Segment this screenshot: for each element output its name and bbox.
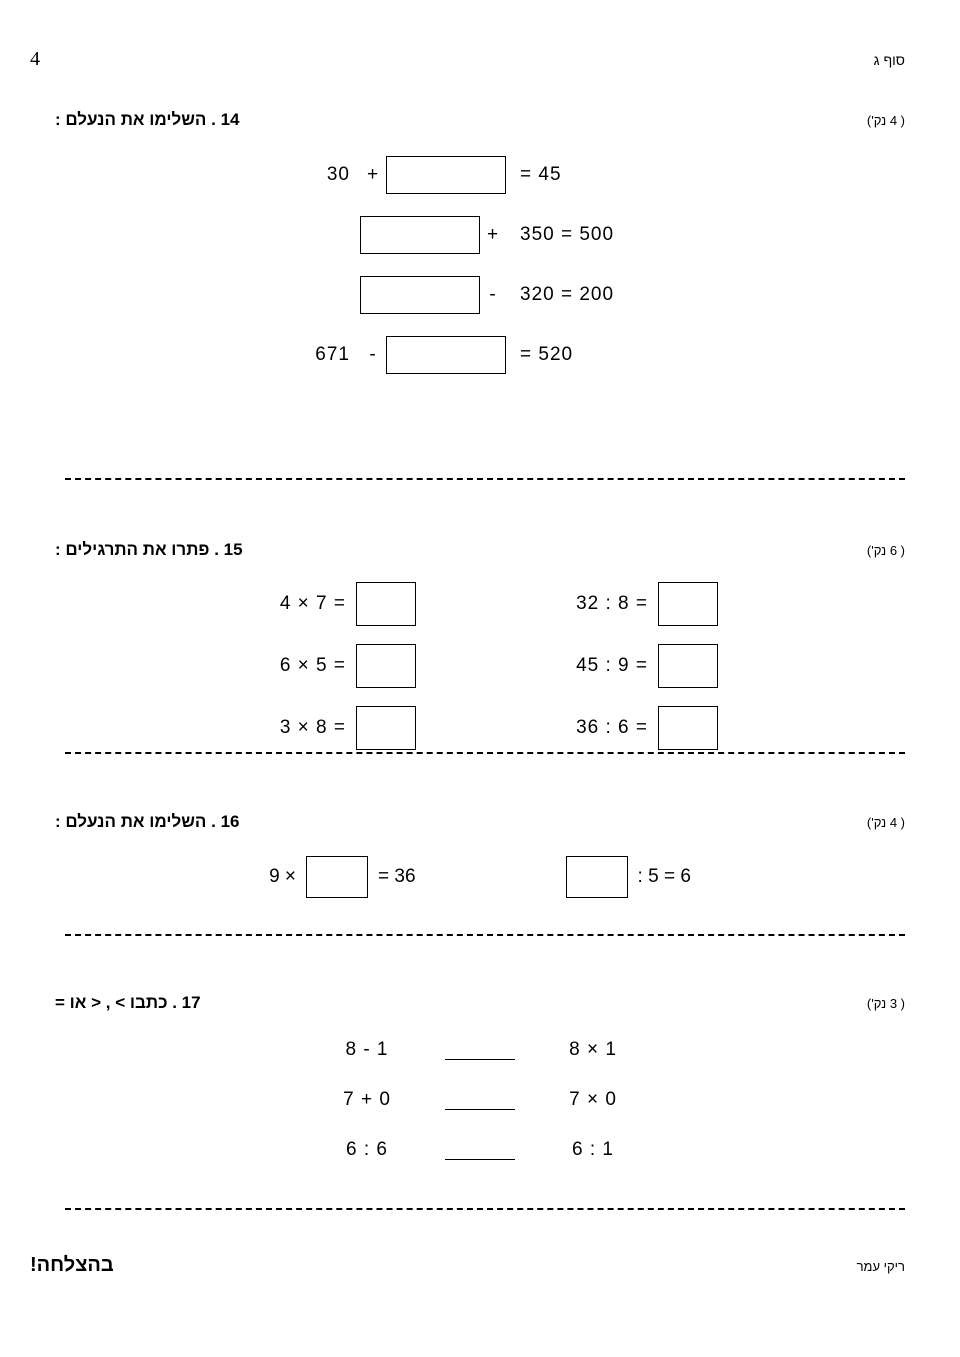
comparison-left-expression: 7 + 0 (343, 1089, 391, 1110)
exercise-row (544, 644, 718, 688)
answer-box[interactable] (386, 156, 506, 194)
question-15-head (55, 540, 905, 560)
page-footer (30, 1254, 905, 1277)
answer-box[interactable] (360, 216, 480, 254)
section-divider (65, 752, 905, 754)
page-header (30, 48, 905, 71)
question-17-points: ( 3 נק') (866, 996, 905, 1011)
question-15-title: 15 . פתרו את התרגילים : (55, 540, 243, 559)
division-column (544, 582, 718, 750)
exercise-row (242, 644, 416, 688)
question-15 (55, 540, 905, 750)
comparison-blank[interactable] (445, 1041, 515, 1060)
answer-box[interactable] (356, 582, 416, 626)
question-14-title: 14 . השלימו את הנעלם : (55, 110, 240, 129)
question-17 (55, 993, 905, 1189)
exercise-terms: 9 × (269, 866, 297, 887)
comparison-blank[interactable] (445, 1091, 515, 1110)
equation-row (55, 216, 905, 254)
exercise-row (544, 582, 718, 626)
question-16-head (55, 812, 905, 832)
section-divider (65, 1208, 905, 1210)
equation-right-term: 350 = 500 (520, 224, 615, 245)
unknown-exercise (269, 856, 415, 898)
equation-right-term: = 520 (520, 344, 574, 365)
question-17-rows (55, 1039, 905, 1161)
section-divider (65, 478, 905, 480)
equation-operator: + (366, 164, 380, 185)
comparison-right-expression: 8 × 1 (569, 1039, 617, 1060)
comparison-row (55, 1139, 905, 1161)
section-divider (65, 934, 905, 936)
answer-box[interactable] (566, 856, 628, 898)
question-14-equations (55, 156, 905, 374)
equation-operator: + (486, 224, 500, 245)
page-number: 4 (30, 48, 40, 70)
exercise-row (242, 582, 416, 626)
question-15-grid (55, 582, 905, 750)
question-16-title: 16 . השלימו את הנעלם : (55, 812, 240, 831)
answer-box[interactable] (356, 706, 416, 750)
question-17-title: 17 . כתבו > , < או = (55, 993, 201, 1012)
comparison-left-expression: 6 : 6 (346, 1139, 388, 1160)
exam-label: סוף ג (873, 52, 905, 68)
question-16 (55, 812, 905, 898)
exercise-terms: 45 : 9 = (576, 655, 648, 676)
equation-row (55, 276, 905, 314)
question-14-head (55, 110, 905, 130)
question-14 (55, 110, 905, 396)
exercise-terms: 3 × 8 = (279, 717, 346, 738)
exercise-terms: 6 × 5 = (279, 655, 346, 676)
comparison-row (55, 1039, 905, 1061)
comparison-blank[interactable] (445, 1141, 515, 1160)
question-15-points: ( 6 נק') (866, 543, 905, 558)
answer-box[interactable] (306, 856, 368, 898)
multiplication-column (242, 582, 416, 750)
equation-row (55, 336, 905, 374)
answer-box[interactable] (658, 644, 718, 688)
exercise-terms: 32 : 8 = (576, 593, 648, 614)
question-17-head (55, 993, 905, 1013)
good-luck-text: בהצלחה! (30, 1254, 114, 1276)
answer-box[interactable] (658, 582, 718, 626)
question-14-points: ( 4 נק') (866, 113, 905, 128)
author-name: ריקי עמר (856, 1259, 905, 1274)
exercise-terms: 36 : 6 = (576, 717, 648, 738)
comparison-right-expression: 7 × 0 (569, 1089, 617, 1110)
unknown-exercise (566, 856, 691, 898)
equation-left-term: 30 (326, 164, 350, 185)
answer-box[interactable] (658, 706, 718, 750)
equation-row (55, 156, 905, 194)
exercise-row (242, 706, 416, 750)
exercise-terms: : 5 = 6 (637, 866, 691, 887)
comparison-right-expression: 6 : 1 (572, 1139, 614, 1160)
question-16-points: ( 4 נק') (866, 815, 905, 830)
answer-box[interactable] (356, 644, 416, 688)
exercise-result: = 36 (378, 866, 416, 887)
equation-left-term: 671 (315, 344, 350, 365)
answer-box[interactable] (386, 336, 506, 374)
answer-box[interactable] (360, 276, 480, 314)
comparison-row (55, 1089, 905, 1111)
exercise-terms: 4 × 7 = (279, 593, 346, 614)
comparison-left-expression: 8 - 1 (345, 1039, 389, 1060)
question-16-items (55, 856, 905, 898)
equation-operator: - (489, 284, 497, 305)
equation-operator: - (369, 344, 377, 365)
equation-right-term: = 45 (520, 164, 562, 185)
equation-right-term: 320 = 200 (520, 284, 615, 305)
exercise-row (544, 706, 718, 750)
